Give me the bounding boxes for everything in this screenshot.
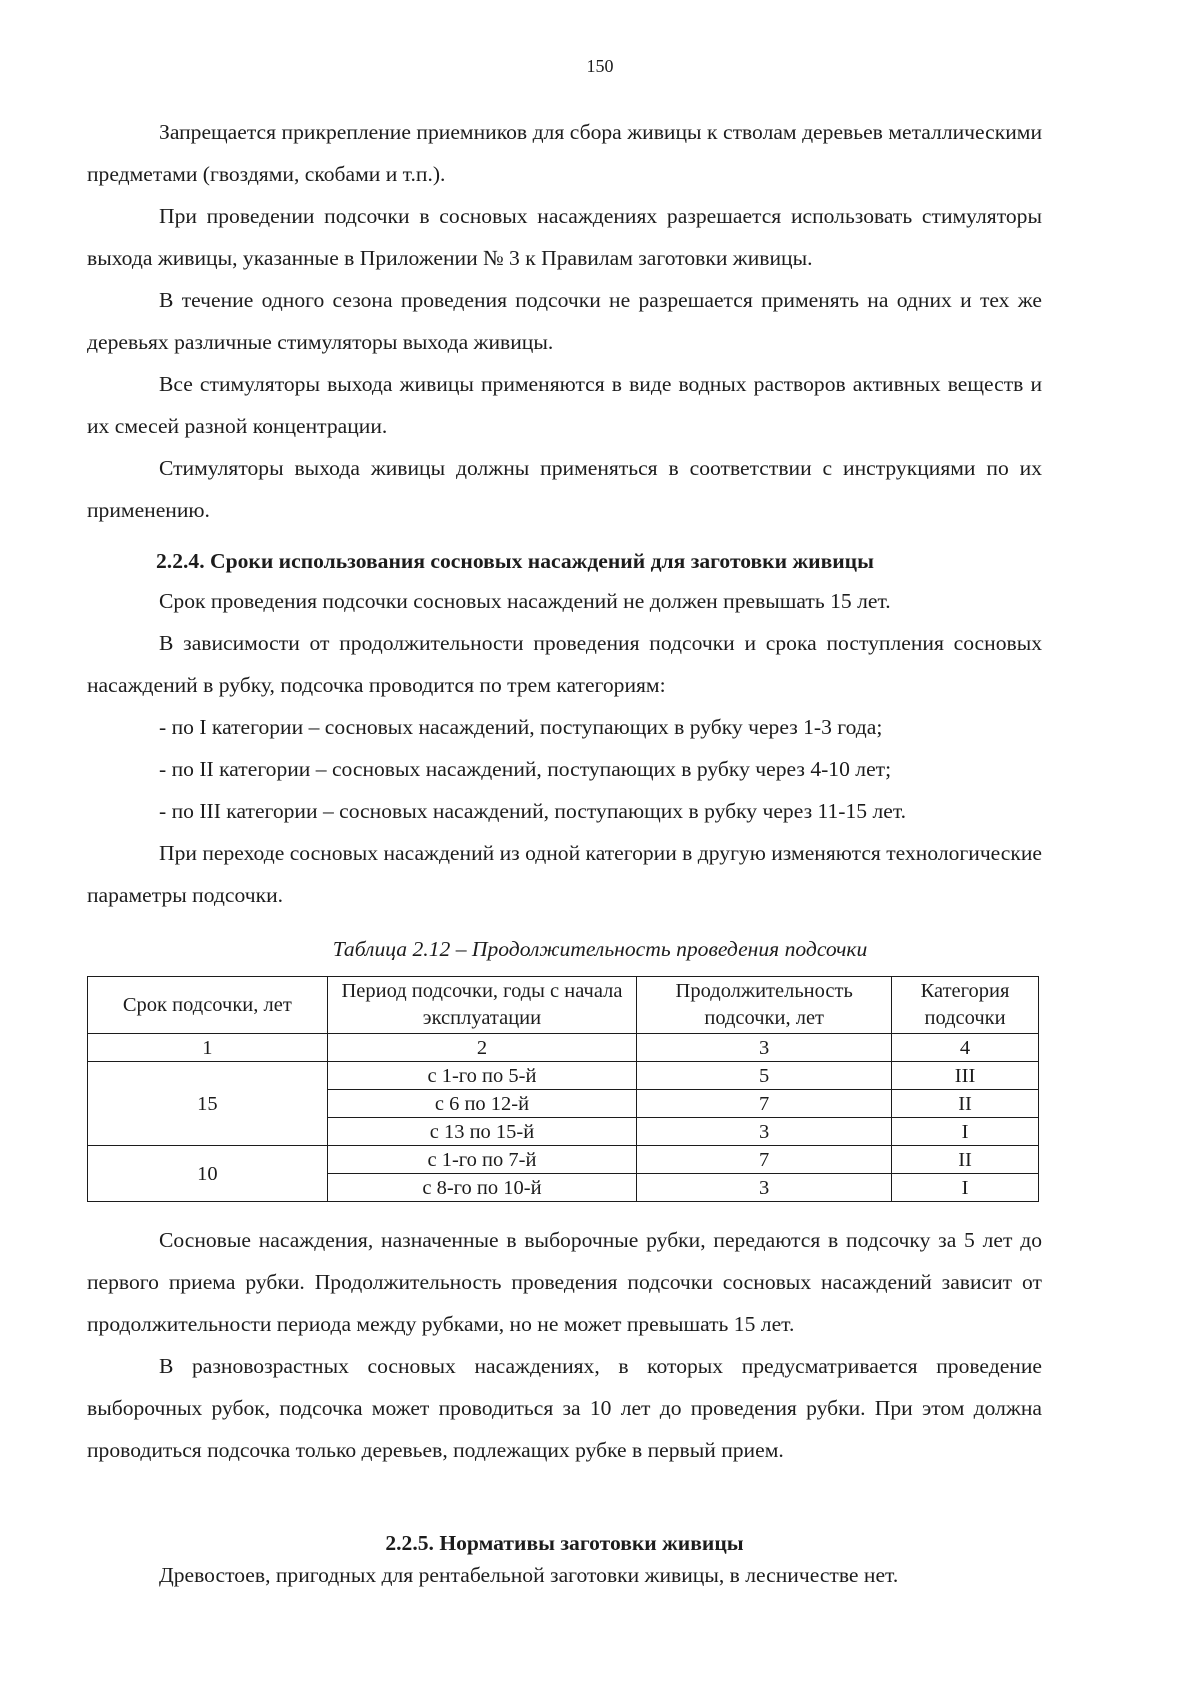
list-item: - по I категории – сосновых насаждений, поступающих в рубку через 1-3 года; [159, 715, 883, 739]
duration-cell: 5 [637, 1062, 892, 1090]
paragraph: При проведении подсочки в сосновых насаждениях разрешается использовать стимуляторы выхода живицы, указанные в Приложении № 3 к Правилам заготовки живицы. [87, 204, 1042, 270]
duration-cell: 7 [637, 1146, 892, 1174]
category-cell: I [892, 1118, 1039, 1146]
category-cell: II [892, 1146, 1039, 1174]
period-cell: с 8-го по 10-й [327, 1174, 637, 1202]
list-item: - по II категории – сосновых насаждений, поступающих в рубку через 4-10 лет; [159, 757, 892, 781]
data-table [87, 976, 1039, 1202]
term-cell: 10 [88, 1146, 328, 1202]
period-cell: с 13 по 15-й [327, 1118, 637, 1146]
column-header: Продолжительность подсочки, лет [637, 977, 892, 1034]
category-cell: II [892, 1090, 1039, 1118]
section-heading-2-2-4 [87, 548, 1042, 574]
column-header: Период подсочки, годы с начала эксплуатации [327, 977, 637, 1034]
category-cell: III [892, 1062, 1039, 1090]
table-row [88, 1146, 1039, 1174]
column-number: 1 [88, 1034, 328, 1062]
paragraph: Срок проведения подсочки сосновых насаждений не должен превышать 15 лет. [159, 589, 891, 613]
section-heading: 2.2.4. Сроки использования сосновых насаждений для заготовки живицы [156, 549, 874, 573]
period-cell: с 1-го по 5-й [327, 1062, 637, 1090]
section-heading: 2.2.5. Нормативы заготовки живицы [385, 1531, 744, 1555]
column-number: 2 [327, 1034, 637, 1062]
category-cell: I [892, 1174, 1039, 1202]
after-table-paragraphs [87, 1219, 1042, 1471]
period-cell: с 1-го по 7-й [327, 1146, 637, 1174]
table-row [88, 1062, 1039, 1090]
column-header: Срок подсочки, лет [88, 977, 328, 1034]
list-item: - по III категории – сосновых насаждений, поступающих в рубку через 11-15 лет. [159, 799, 907, 823]
column-number: 4 [892, 1034, 1039, 1062]
table-header-row [88, 977, 1039, 1034]
paragraph: В течение одного сезона проведения подсочки не разрешается применять на одних и тех же деревьях различные стимуляторы выхода живицы. [87, 288, 1042, 354]
section-heading-2-2-5 [87, 1530, 1042, 1556]
paragraph: Запрещается прикрепление приемников для сбора живицы к стволам деревьев металлическими предметами (гвоздями, скобами и т.п.). [87, 120, 1042, 186]
paragraph: Все стимуляторы выхода живицы применяются в виде водных растворов активных веществ и их смесей разной концентрации. [87, 372, 1042, 438]
duration-cell: 7 [637, 1090, 892, 1118]
term-cell: 15 [88, 1062, 328, 1146]
column-number-row [88, 1034, 1039, 1062]
paragraph: Сосновые насаждения, назначенные в выборочные рубки, передаются в подсочку за 5 лет до первого приема рубки. Продолжительность проведения подсочки сосновых насаждений зависит от продолжительности периода между рубками, но не может превышать 15 лет. [87, 1228, 1042, 1336]
section-2-2-4-body [87, 580, 1042, 916]
period-cell: с 6 по 12-й [327, 1090, 637, 1118]
paragraph: Стимуляторы выхода живицы должны применяться в соответствии с инструкциями по их применению. [87, 456, 1042, 522]
paragraph: Древостоев, пригодных для рентабельной заготовки живицы, в лесничестве нет. [159, 1563, 899, 1587]
column-header: Категория подсочки [892, 977, 1039, 1034]
table-caption: Таблица 2.12 – Продолжительность проведения подсочки [332, 937, 868, 961]
paragraph: В зависимости от продолжительности проведения подсочки и срока поступления сосновых насаждений в рубку, подсочка проводится по трем категориям: [87, 631, 1042, 697]
duration-cell: 3 [637, 1174, 892, 1202]
section-2-2-5-body [87, 1554, 1042, 1596]
page-number: 150 [586, 56, 614, 76]
intro-paragraphs [87, 111, 1042, 531]
paragraph: В разновозрастных сосновых насаждениях, в которых предусматривается проведение выборочных рубок, подсочка может проводиться за 10 лет до проведения рубки. При этом должна проводиться подсочка только деревьев, подлежащих рубке в первый прием. [87, 1354, 1042, 1462]
duration-cell: 3 [637, 1118, 892, 1146]
column-number: 3 [637, 1034, 892, 1062]
paragraph: При переходе сосновых насаждений из одной категории в другую изменяются технологические параметры подсочки. [87, 841, 1043, 907]
